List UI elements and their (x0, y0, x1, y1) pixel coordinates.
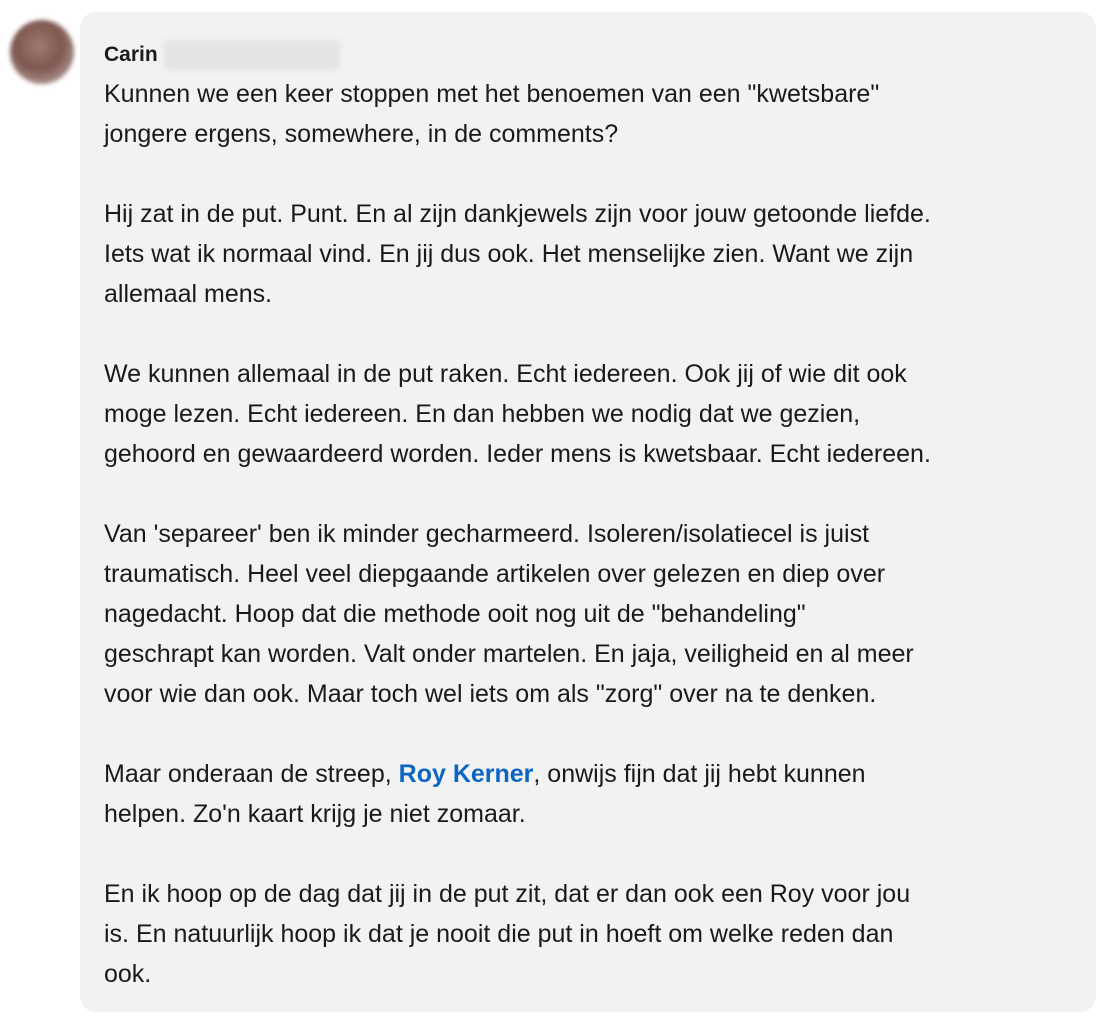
comment-bubble (80, 12, 1096, 1012)
text-line: We kunnen allemaal in de put raken. Echt iedereen. Ook jij of wie dit ook (104, 360, 907, 388)
comment-paragraph (104, 354, 1072, 474)
text-segment: , onwijs fijn dat jij hebt kunnen (533, 760, 866, 788)
text-line: allemaal mens. (104, 280, 273, 308)
text-line: Iets wat ik normaal vind. En jij dus ook. Het menselijke zien. Want we zijn (104, 240, 914, 268)
text-line: Hij zat in de put. Punt. En al zijn dankjewels zijn voor jouw getoonde liefde. (104, 200, 931, 228)
text-line: helpen. Zo'n kaart krijg je niet zomaar. (104, 800, 526, 828)
mention-text-line (104, 754, 1072, 794)
comment-paragraph (104, 874, 1072, 994)
comment-paragraph (104, 514, 1072, 714)
text-line: ook. (104, 960, 152, 988)
text-segment: Maar onderaan de streep, (104, 760, 399, 788)
comment-paragraph (104, 194, 1072, 314)
text-line: nagedacht. Hoop dat die methode ooit nog uit de "behandeling" (104, 600, 806, 628)
text-line: voor wie dan ook. Maar toch wel iets om als "zorg" over na te denken. (104, 680, 877, 708)
comment-body (104, 74, 1072, 994)
text-line: Kunnen we een keer stoppen met het benoemen van een "kwetsbare" (104, 80, 880, 108)
text-line: is. En natuurlijk hoop ik dat je nooit die put in hoeft om welke reden dan (104, 920, 894, 948)
text-line: jongere ergens, somewhere, in de comments? (104, 120, 619, 148)
text-line: geschrapt kan worden. Valt onder martelen. En jaja, veiligheid en al meer (104, 640, 914, 668)
comment-paragraph (104, 754, 1072, 834)
comment-paragraph (104, 74, 1072, 154)
author-avatar[interactable] (10, 20, 74, 84)
text-line: moge lezen. Echt iedereen. En dan hebben we nodig dat we gezien, (104, 400, 861, 428)
author-name[interactable]: Carin (104, 43, 158, 66)
comment-header (104, 40, 1072, 70)
author-surname-redacted (164, 40, 340, 70)
text-line: traumatisch. Heel veel diepgaande artikelen over gelezen en diep over (104, 560, 886, 588)
text-line: Van 'separeer' ben ik minder gecharmeerd. Isoleren/isolatiecel is juist (104, 520, 870, 548)
text-line: gehoord en gewaardeerd worden. Ieder mens is kwetsbaar. Echt iedereen. (104, 440, 931, 468)
text-line: En ik hoop op de dag dat jij in de put zit, dat er dan ook een Roy voor jou (104, 880, 911, 908)
mention-link-roy-kerner[interactable]: Roy Kerner (398, 760, 534, 788)
